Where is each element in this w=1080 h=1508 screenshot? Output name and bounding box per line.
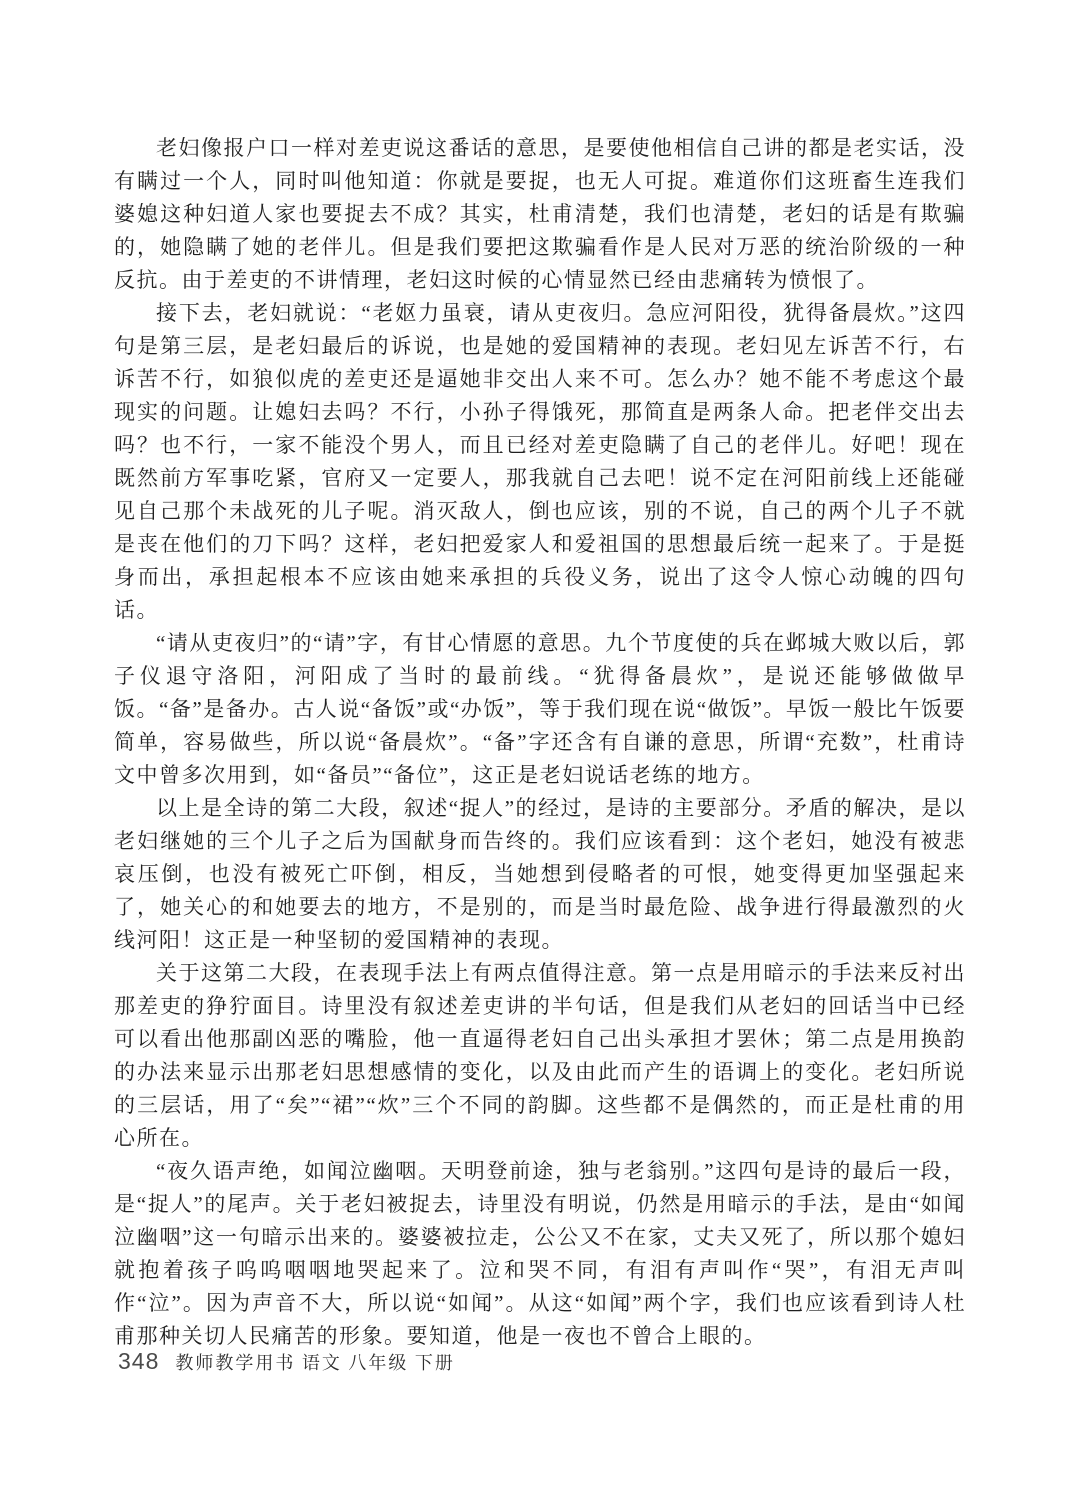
page-footer: [118, 1348, 455, 1375]
paragraph: 关于这第二大段，在表现手法上有两点值得注意。第一点是用暗示的手法来反衬出那差吏的狰狞面目。诗里没有叙述差吏讲的半句话，但是我们从老妇的回话当中已经可以看出他那副凶恶的嘴脸，他一直逼得老妇自己出头承担才罢休；第二点是用换韵的办法来显示出那老妇思想感情的变化，以及由此而产生的语调上的变化。老妇所说的三层话，用了“矣”“裙”“炊”三个不同的韵脚。这些都不是偶然的，而正是杜甫的用心所在。: [114, 961, 966, 1150]
paragraph: 接下去，老妇就说：“老妪力虽衰，请从吏夜归。急应河阳役，犹得备晨炊。”这四句是第三层，是老妇最后的诉说，也是她的爱国精神的表现。老妇见左诉苦不行，右诉苦不行，如狼似虎的差吏还是逼她非交出人来不可。怎么办？她不能不考虑这个最现实的问题。让媳妇去吗？不行，小孙子得饿死，那简直是两条人命。把老伴交出去吗？也不行，一家不能没个男人，而且已经对差吏隐瞒了自己的老伴儿。好吧！现在既然前方军事吃紧，官府又一定要人，那我就自己去吧！说不定在河阳前线上还能碰见自己那个未战死的儿子呢。消灭敌人，倒也应该，别的不说，自己的两个儿子不就是丧在他们的刀下吗？这样，老妇把爱家人和爱祖国的思想最后统一起来了。于是挺身而出，承担起根本不应该由她来承担的兵役义务，说出了这令人惊心动魄的四句话。: [114, 301, 966, 622]
paragraph: “夜久语声绝，如闻泣幽咽。天明登前途，独与老翁别。”这四句是诗的最后一段，是“捉人”的尾声。关于老妇被捉去，诗里没有明说，仍然是用暗示的手法，是由“如闻泣幽咽”这一句暗示出来的。婆婆被拉走，公公又不在家，丈夫又死了，所以那个媳妇就抱着孩子呜呜咽咽地哭起来了。泣和哭不同，有泪有声叫作“哭”，有泪无声叫作“泣”。因为声音不大，所以说“如闻”。从这“如闻”两个字，我们也应该看到诗人杜甫那种关切人民痛苦的形象。要知道，他是一夜也不曾合上眼的。: [114, 1159, 966, 1348]
footer-book-title: 教师教学用书 语文 八年级 下册: [175, 1353, 455, 1373]
page-number: 348: [118, 1348, 160, 1374]
page-content: [114, 132, 966, 1353]
paragraph: “请从吏夜归”的“请”字，有甘心情愿的意思。九个节度使的兵在邺城大败以后，郭子仪退守洛阳，河阳成了当时的最前线。“犹得备晨炊”，是说还能够做做早饭。“备”是备办。古人说“备饭”或“办饭”，等于我们现在说“做饭”。早饭一般比午饭要简单，容易做些，所以说“备晨炊”。“备”字还含有自谦的意思，所谓“充数”，杜甫诗文中曾多次用到，如“备员”“备位”，这正是老妇说话老练的地方。: [114, 631, 966, 787]
paragraph: 老妇像报户口一样对差吏说这番话的意思，是要使他相信自己讲的都是老实话，没有瞒过一个人，同时叫他知道：你就是要捉，也无人可捉。难道你们这班畜生连我们婆媳这种妇道人家也要捉去不成？其实，杜甫清楚，我们也清楚，老妇的话是有欺骗的，她隐瞒了她的老伴儿。但是我们要把这欺骗看作是人民对万恶的统治阶级的一种反抗。由于差吏的不讲情理，老妇这时候的心情显然已经由悲痛转为愤恨了。: [114, 136, 966, 292]
paragraph: 以上是全诗的第二大段，叙述“捉人”的经过，是诗的主要部分。矛盾的解决，是以老妇继她的三个儿子之后为国献身而告终的。我们应该看到：这个老妇，她没有被悲哀压倒，也没有被死亡吓倒，相反，当她想到侵略者的可恨，她变得更加坚强起来了，她关心的和她要去的地方，不是别的，而是当时最危险、战争进行得最激烈的火线河阳！这正是一种坚韧的爱国精神的表现。: [114, 796, 966, 952]
